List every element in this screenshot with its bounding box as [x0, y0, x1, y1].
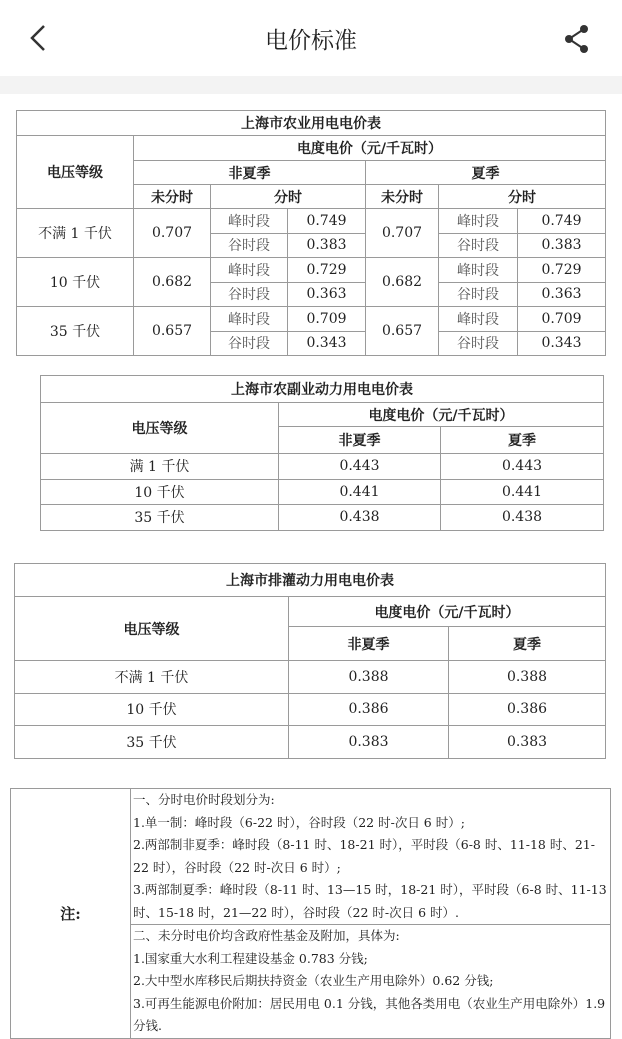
price-cell: 0.707 [134, 209, 211, 258]
note-line: 一、分时电价时段划分为: [133, 792, 275, 807]
flat-header: 未分时 [134, 185, 211, 209]
price-cell: 0.383 [449, 726, 606, 759]
table-row [15, 661, 606, 694]
flat-header: 未分时 [366, 185, 439, 209]
price-cell: 0.438 [279, 505, 441, 531]
irrigation-power-price-table [14, 563, 606, 759]
non-summer-header: 非夏季 [134, 161, 366, 185]
period-label: 峰时段 [211, 209, 288, 234]
page-title: 电价标准 [265, 27, 357, 54]
notes-label: 注: [11, 789, 131, 1039]
table-title: 上海市农副业动力用电电价表 [41, 376, 604, 403]
table-row [15, 726, 606, 759]
table-row [15, 693, 606, 726]
price-cell: 0.388 [449, 661, 606, 694]
share-button[interactable] [560, 22, 594, 56]
divider [0, 76, 622, 94]
notes-section-2 [131, 925, 611, 1039]
top-bar [0, 0, 622, 76]
period-label: 峰时段 [439, 258, 518, 283]
price-cell: 0.343 [288, 331, 366, 356]
voltage-cell: 10 千伏 [17, 258, 134, 307]
notes-table [10, 788, 611, 1039]
table-row [17, 209, 606, 234]
table-row [41, 479, 604, 505]
price-cell: 0.441 [279, 479, 441, 505]
price-cell: 0.749 [518, 209, 606, 234]
period-label: 谷时段 [211, 331, 288, 356]
back-button[interactable] [24, 22, 54, 54]
table-row [17, 258, 606, 283]
price-cell: 0.386 [289, 693, 449, 726]
voltage-header: 电压等级 [41, 403, 279, 454]
voltage-cell: 10 千伏 [41, 479, 279, 505]
price-header: 电度电价（元/千瓦时） [279, 403, 604, 427]
tou-header: 分时 [439, 185, 606, 209]
period-label: 峰时段 [439, 307, 518, 332]
voltage-header: 电压等级 [15, 597, 289, 661]
price-cell: 0.709 [518, 307, 606, 332]
price-cell: 0.383 [518, 233, 606, 258]
summer-header: 夏季 [366, 161, 606, 185]
sideline-power-price-table [40, 375, 604, 531]
price-cell: 0.386 [449, 693, 606, 726]
period-label: 谷时段 [439, 282, 518, 307]
price-cell: 0.749 [288, 209, 366, 234]
price-cell: 0.657 [134, 307, 211, 356]
non-summer-header: 非夏季 [289, 627, 449, 661]
price-cell: 0.729 [518, 258, 606, 283]
price-cell: 0.363 [288, 282, 366, 307]
period-label: 谷时段 [211, 233, 288, 258]
price-cell: 0.438 [441, 505, 604, 531]
period-label: 峰时段 [211, 258, 288, 283]
price-cell: 0.682 [134, 258, 211, 307]
voltage-cell: 35 千伏 [17, 307, 134, 356]
table-title: 上海市农业用电电价表 [17, 111, 606, 136]
note-line: 二、未分时电价均含政府性基金及附加，具体为: [133, 928, 400, 943]
price-header: 电度电价（元/千瓦时） [289, 597, 606, 627]
price-cell: 0.682 [366, 258, 439, 307]
summer-header: 夏季 [449, 627, 606, 661]
price-cell: 0.343 [518, 331, 606, 356]
note-line: 1.国家重大水利工程建设基金 0.783 分钱; [133, 950, 368, 966]
table-title: 上海市排灌动力用电电价表 [15, 564, 606, 597]
voltage-header: 电压等级 [17, 136, 134, 209]
note-line: 2.两部制非夏季：峰时段（8-11 时、18-21 时），平时段（6-8 时、11-18 时、21-22 时），谷时段（22 时-次日 6 时）; [133, 837, 595, 875]
period-label: 谷时段 [439, 233, 518, 258]
summer-header: 夏季 [441, 427, 604, 454]
notes-section-1 [131, 789, 611, 925]
table-row [41, 454, 604, 480]
chevron-left-icon [24, 22, 54, 54]
period-label: 谷时段 [211, 282, 288, 307]
voltage-cell: 35 千伏 [15, 726, 289, 759]
table-row [41, 505, 604, 531]
price-cell: 0.729 [288, 258, 366, 283]
price-cell: 0.388 [289, 661, 449, 694]
period-label: 峰时段 [439, 209, 518, 234]
share-icon [560, 22, 594, 56]
price-cell: 0.441 [441, 479, 604, 505]
price-cell: 0.657 [366, 307, 439, 356]
note-line: 3.可再生能源电价附加：居民用电 0.1 分钱，其他各类用电（农业生产用电除外）1.9 分钱. [133, 995, 606, 1033]
note-line: 3.两部制夏季：峰时段（8-11 时、13—15 时，18-21 时），平时段（6-8 时、11-13 时、15-18 时，21—22 时），谷时段（22 时-次日 6 时）. [133, 882, 607, 920]
note-line: 2.大中型水库移民后期扶持资金（农业生产用电除外）0.62 分钱; [133, 973, 494, 988]
price-cell: 0.443 [279, 454, 441, 480]
note-line: 1.单一制：峰时段（6-22 时），谷时段（22 时-次日 6 时）; [133, 814, 465, 830]
voltage-cell: 不满 1 千伏 [15, 661, 289, 694]
non-summer-header: 非夏季 [279, 427, 441, 454]
price-cell: 0.383 [288, 233, 366, 258]
voltage-cell: 不满 1 千伏 [17, 209, 134, 258]
price-cell: 0.709 [288, 307, 366, 332]
price-cell: 0.443 [441, 454, 604, 480]
voltage-cell: 满 1 千伏 [41, 454, 279, 480]
table-row [17, 307, 606, 332]
price-cell: 0.383 [289, 726, 449, 759]
agricultural-price-table [16, 110, 606, 356]
voltage-cell: 35 千伏 [41, 505, 279, 531]
price-cell: 0.707 [366, 209, 439, 258]
price-cell: 0.363 [518, 282, 606, 307]
tou-header: 分时 [211, 185, 366, 209]
price-header: 电度电价（元/千瓦时） [134, 136, 606, 161]
period-label: 峰时段 [211, 307, 288, 332]
period-label: 谷时段 [439, 331, 518, 356]
voltage-cell: 10 千伏 [15, 693, 289, 726]
